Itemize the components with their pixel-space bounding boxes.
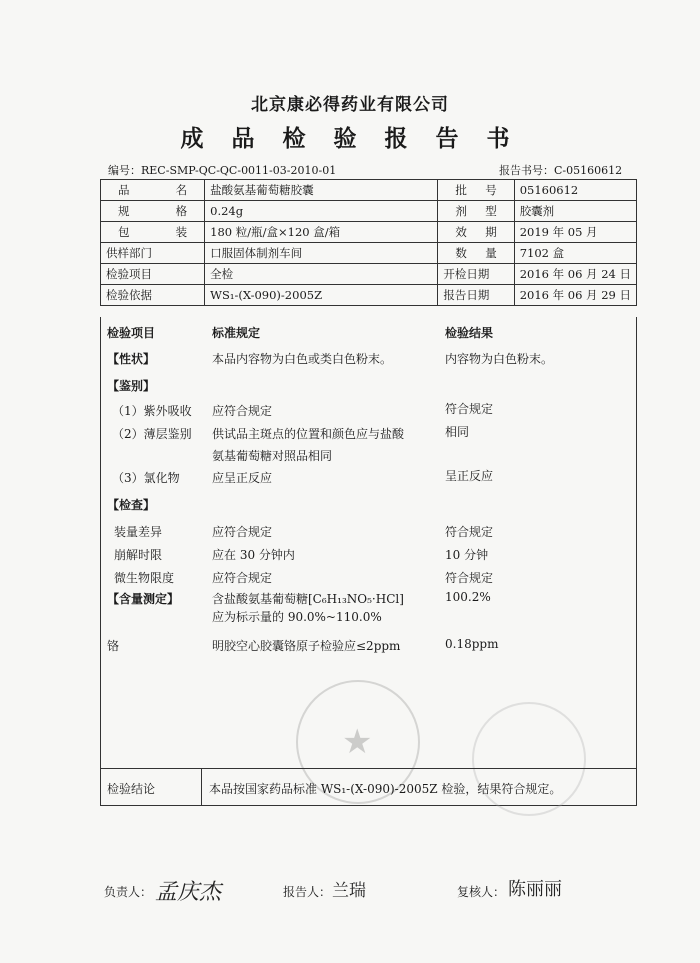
- disintegration-item: 崩解时限: [114, 548, 163, 562]
- reviewer-signature: 陈丽丽: [508, 879, 562, 900]
- info-row: [101, 180, 637, 201]
- reporter-signature: 兰瑞: [332, 881, 366, 901]
- chromium-result: 0.18ppm: [445, 637, 499, 651]
- reviewer-label: 复核人：: [457, 885, 506, 899]
- tlc-standard-2: 氨基葡萄糖对照品相同: [212, 449, 333, 463]
- doc-number: 编号：REC-SMP-QC-QC-0011-03-2010-01: [108, 164, 337, 177]
- microbial-result: 符合规定: [445, 571, 494, 585]
- info-value: 盐酸氨基葡萄糖胶囊: [205, 180, 438, 201]
- info-value: 全检: [205, 264, 438, 285]
- info-value: WS₁-(X-090)-2005Z: [205, 285, 438, 306]
- chloride-item: （3）氯化物: [112, 471, 180, 485]
- section-identification: 【鉴别】: [107, 379, 156, 393]
- info-value: 胶囊剂: [514, 201, 636, 222]
- info-key: 报告日期: [438, 285, 514, 306]
- uv-result: 符合规定: [445, 402, 494, 416]
- info-key: 数 量: [438, 243, 514, 264]
- uv-standard: 应符合规定: [212, 404, 273, 418]
- info-key: 检验依据: [101, 285, 205, 306]
- info-key: 规 格: [101, 201, 205, 222]
- reporter-label: 报告人：: [283, 885, 332, 899]
- disintegration-standard: 应在 30 分钟内: [212, 548, 295, 562]
- assay-result: 100.2%: [445, 590, 491, 604]
- info-value: 7102 盒: [514, 243, 636, 264]
- company-name: 北京康必得药业有限公司: [251, 95, 449, 115]
- report-number: 报告书号：C-05160612: [499, 164, 623, 177]
- info-row: [101, 285, 637, 306]
- info-value: 2016 年 06 月 29 日: [514, 285, 636, 306]
- microbial-item: 微生物限度: [114, 571, 175, 585]
- appearance-result: 内容物为白色粉末。: [445, 352, 554, 366]
- info-value: 05160612: [514, 180, 636, 201]
- info-key: 批 号: [438, 180, 514, 201]
- tlc-item: （2）薄层鉴别: [112, 427, 192, 441]
- info-key: 包 装: [101, 222, 205, 243]
- section-assay: 【含量测定】: [107, 592, 180, 606]
- info-key: 品 名: [101, 180, 205, 201]
- qc-seal-stamp: [472, 702, 586, 816]
- appearance-standard: 本品内容物为白色或类白色粉末。: [212, 352, 393, 366]
- section-appearance: 【性状】: [107, 352, 156, 366]
- star-icon: ★: [342, 722, 373, 762]
- info-value: 口服固体制剂车间: [205, 243, 438, 264]
- info-value: 2016 年 06 月 24 日: [514, 264, 636, 285]
- chromium-standard: 明胶空心胶囊铬原子检验应≤2ppm: [212, 639, 401, 653]
- info-key: 开检日期: [438, 264, 514, 285]
- col-header-standard: 标准规定: [212, 326, 261, 340]
- info-row: [101, 222, 637, 243]
- conclusion-col-divider: [201, 768, 202, 806]
- info-value: 0.24g: [205, 201, 438, 222]
- responsible-label: 负责人：: [104, 885, 153, 899]
- fill-item: 装量差异: [114, 525, 163, 539]
- chromium-item: 铬: [107, 639, 120, 653]
- tlc-standard-1: 供试品主斑点的位置和颜色应与盐酸: [212, 427, 405, 441]
- product-info-table: [100, 179, 637, 306]
- section-inspection: 【检查】: [107, 498, 156, 512]
- info-key: 检验项目: [101, 264, 205, 285]
- disintegration-result: 10 分钟: [445, 548, 489, 562]
- info-value: 180 粒/瓶/盒×120 盒/箱: [205, 222, 438, 243]
- info-row: [101, 243, 637, 264]
- info-row: [101, 264, 637, 285]
- col-header-result: 检验结果: [445, 326, 494, 340]
- uv-item: （1）紫外吸收: [112, 404, 192, 418]
- document-title: 成 品 检 验 报 告 书: [180, 125, 520, 152]
- info-key: 剂 型: [438, 201, 514, 222]
- info-key: 供样部门: [101, 243, 205, 264]
- tlc-result: 相同: [445, 425, 470, 439]
- conclusion-divider: [100, 768, 637, 769]
- fill-result: 符合规定: [445, 525, 494, 539]
- info-row: [101, 201, 637, 222]
- info-key: 效 期: [438, 222, 514, 243]
- chloride-standard: 应呈正反应: [212, 471, 273, 485]
- conclusion-label: 检验结论: [107, 782, 156, 796]
- assay-standard-2: 应为标示量的 90.0%~110.0%: [212, 610, 382, 624]
- fill-standard: 应符合规定: [212, 525, 273, 539]
- responsible-signature: 孟庆杰: [155, 880, 222, 905]
- info-value: 2019 年 05 月: [514, 222, 636, 243]
- col-header-item: 检验项目: [107, 326, 156, 340]
- conclusion-text: 本品按国家药品标准 WS₁-(X-090)-2005Z 检验，结果符合规定。: [209, 782, 562, 796]
- microbial-standard: 应符合规定: [212, 571, 273, 585]
- assay-standard-1: 含盐酸氨基葡萄糖[C₆H₁₃NO₅·HCl]: [212, 592, 404, 606]
- chloride-result: 呈正反应: [445, 469, 494, 483]
